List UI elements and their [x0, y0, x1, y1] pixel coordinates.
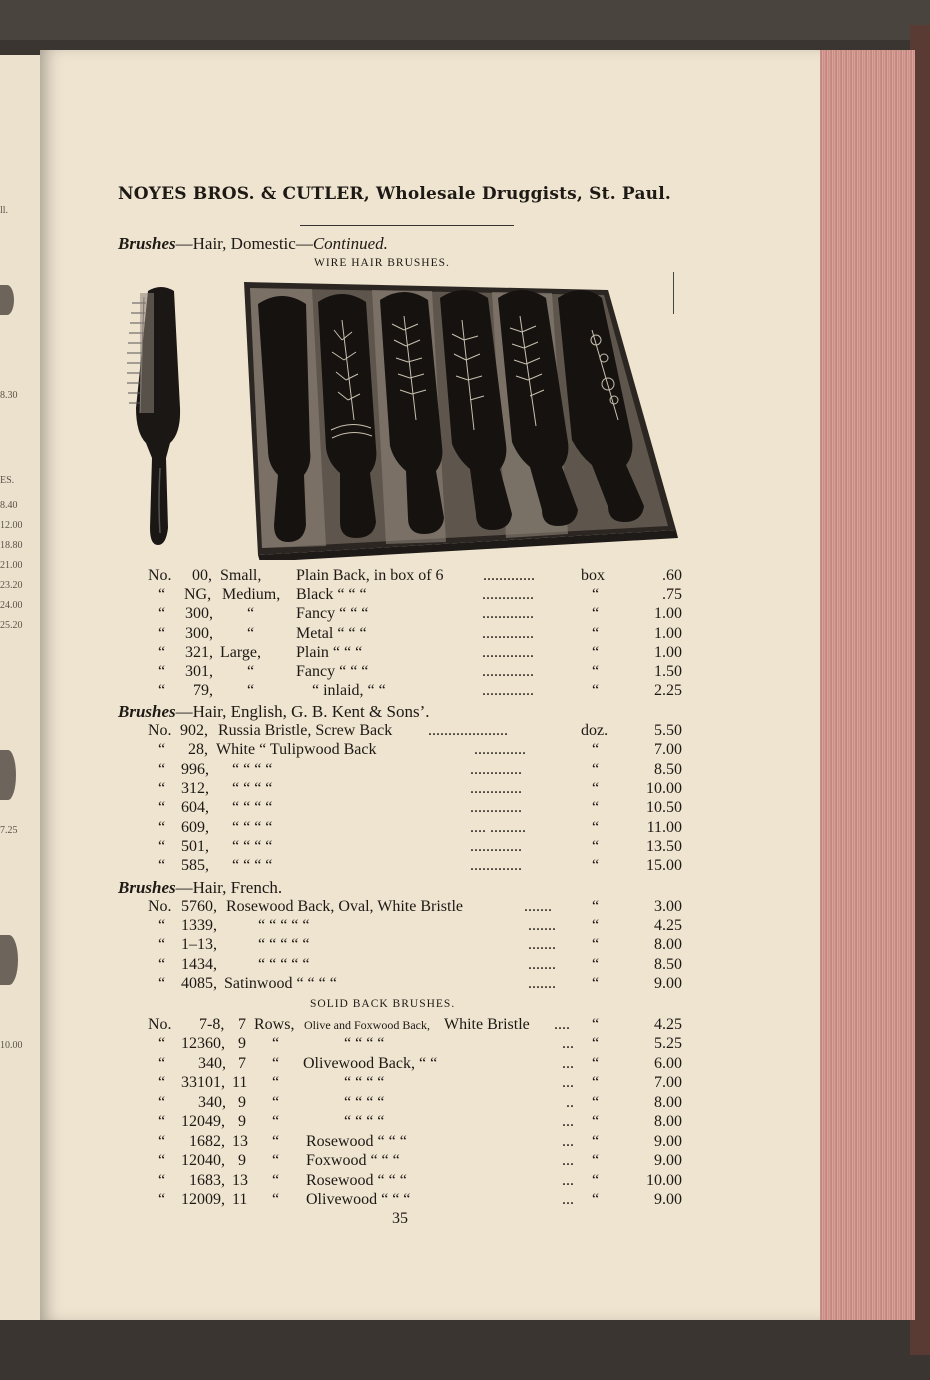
row-prefix: “ — [158, 1094, 166, 1111]
item-description: “ “ “ “ — [344, 1035, 385, 1052]
row-prefix: “ — [158, 1191, 166, 1208]
item-number: 321, — [185, 644, 213, 661]
leader-dots: ............. — [470, 799, 522, 816]
row-prefix: “ — [158, 917, 166, 934]
item-unit: “ — [592, 741, 600, 758]
item-description: “ “ “ “ — [232, 780, 273, 797]
item-description: Black “ “ “ — [296, 586, 367, 603]
page-number: 35 — [392, 1210, 408, 1227]
section-subtitle: —Hair, English, G. B. Kent & Sons’. — [175, 702, 430, 721]
item-number: 33101, — [181, 1074, 225, 1091]
rows-label: “ — [272, 1172, 280, 1189]
item-price: 8.00 — [654, 1113, 682, 1130]
leader-dots: ... — [562, 1172, 574, 1189]
item-price: 2.25 — [654, 682, 682, 699]
row-prefix: “ — [158, 857, 166, 874]
item-description-small: Olive and Foxwood Back, — [304, 1018, 430, 1032]
item-description: “ inlaid, “ “ — [312, 682, 386, 699]
item-description: “ “ “ “ — [232, 857, 273, 874]
item-price: 9.00 — [654, 1191, 682, 1208]
section-category: Brushes — [118, 702, 176, 721]
left-fragment: 18.80 — [0, 540, 23, 551]
item-description: Fancy “ “ “ — [296, 605, 369, 622]
left-fragment: 24.00 — [0, 600, 23, 611]
row-prefix: “ — [158, 1152, 166, 1169]
item-size: Small, — [220, 567, 262, 584]
left-illustration-fragment — [0, 285, 14, 315]
item-price: 15.00 — [646, 857, 682, 874]
item-unit: “ — [592, 799, 600, 816]
item-number: 609, — [181, 819, 209, 836]
item-size: Medium, — [222, 586, 281, 603]
item-number: 585, — [181, 857, 209, 874]
section-heading-french — [118, 878, 282, 898]
item-unit: “ — [592, 936, 600, 953]
item-unit: “ — [592, 1074, 600, 1091]
item-number: 28, — [188, 741, 208, 758]
item-rows: 7 — [238, 1016, 246, 1033]
leader-dots: .... — [554, 1016, 570, 1033]
item-price: .75 — [662, 586, 682, 603]
item-price: 8.00 — [654, 936, 682, 953]
item-price: 10.00 — [646, 1172, 682, 1189]
section-category: Brushes — [118, 878, 176, 897]
section-subtitle: —Hair, Domestic— — [175, 234, 313, 253]
item-description: White Bristle — [444, 1016, 530, 1033]
item-number: 312, — [181, 780, 209, 797]
leader-dots: ............. — [482, 663, 534, 680]
item-unit: “ — [592, 917, 600, 934]
rows-label: “ — [272, 1152, 280, 1169]
item-price: 7.00 — [654, 741, 682, 758]
item-unit: “ — [592, 663, 600, 680]
item-unit: “ — [592, 682, 600, 699]
item-unit: “ — [592, 898, 600, 915]
row-prefix: “ — [158, 956, 166, 973]
left-fragment: 12.00 — [0, 520, 23, 531]
item-description: White “ Tulipwood Back — [216, 741, 377, 758]
row-prefix: “ — [158, 625, 166, 642]
left-fragment: 7.25 — [0, 825, 18, 836]
continued-label: Continued. — [312, 234, 388, 253]
item-number: 4085, — [181, 975, 217, 992]
leader-dots: ....... — [528, 956, 556, 973]
brush-box-illustration — [236, 280, 678, 560]
item-size: “ — [247, 682, 255, 699]
section-heading-domestic — [118, 234, 388, 254]
item-description: Metal “ “ “ — [296, 625, 367, 642]
row-prefix: “ — [158, 819, 166, 836]
rows-label: “ — [272, 1055, 280, 1072]
item-price: 13.50 — [646, 838, 682, 855]
item-number: 12009, — [181, 1191, 225, 1208]
item-unit: “ — [592, 1133, 600, 1150]
row-prefix: “ — [158, 586, 166, 603]
rows-label: Rows, — [254, 1016, 295, 1033]
item-rows: 9 — [238, 1152, 246, 1169]
item-price: 10.00 — [646, 780, 682, 797]
leader-dots: ............. — [483, 567, 535, 584]
rows-label: “ — [272, 1191, 280, 1208]
item-description: “ “ “ “ — [232, 819, 273, 836]
item-unit: “ — [592, 1035, 600, 1052]
item-price: 1.00 — [654, 605, 682, 622]
leader-dots: ............. — [470, 838, 522, 855]
item-size: “ — [247, 663, 255, 680]
item-price: 4.25 — [654, 917, 682, 934]
left-fragment: 8.30 — [0, 390, 18, 401]
row-prefix: “ — [158, 682, 166, 699]
left-illustration-fragment — [0, 935, 18, 985]
row-prefix: No. — [148, 567, 172, 584]
row-prefix: “ — [158, 1113, 166, 1130]
leader-dots: ... — [562, 1113, 574, 1130]
item-price: 7.00 — [654, 1074, 682, 1091]
item-price: 9.00 — [654, 1133, 682, 1150]
item-description: Olivewood “ “ “ — [306, 1191, 411, 1208]
row-prefix: “ — [158, 936, 166, 953]
item-description: Rosewood “ “ “ — [306, 1133, 407, 1150]
leader-dots: ... — [562, 1074, 574, 1091]
item-description: Olivewood Back, “ “ — [303, 1055, 438, 1072]
left-fragment: 10.00 — [0, 1040, 23, 1051]
leader-dots: ... — [562, 1055, 574, 1072]
item-number: 604, — [181, 799, 209, 816]
item-rows: 9 — [238, 1113, 246, 1130]
caption-wire-brushes: WIRE HAIR BRUSHES. — [314, 257, 450, 269]
item-number: 300, — [185, 625, 213, 642]
leader-dots: ....... — [528, 917, 556, 934]
item-unit: “ — [592, 1191, 600, 1208]
leader-dots: ............. — [482, 682, 534, 699]
leader-dots: ....... — [524, 898, 552, 915]
cover-top-edge — [0, 0, 930, 40]
item-description: “ “ “ “ “ — [258, 917, 310, 934]
item-price: 3.00 — [654, 898, 682, 915]
item-number: 300, — [185, 605, 213, 622]
item-price: 1.00 — [654, 625, 682, 642]
rows-label: “ — [272, 1035, 280, 1052]
single-brush-illustration — [118, 283, 198, 548]
row-prefix: “ — [158, 605, 166, 622]
item-number: 12049, — [181, 1113, 225, 1130]
item-price: 8.50 — [654, 761, 682, 778]
item-price: 1.50 — [654, 663, 682, 680]
row-prefix: “ — [158, 1035, 166, 1052]
item-number: 340, — [198, 1094, 226, 1111]
item-rows: 13 — [232, 1172, 248, 1189]
rows-label: “ — [272, 1133, 280, 1150]
row-prefix: No. — [148, 898, 172, 915]
leader-dots: .................... — [428, 722, 508, 739]
item-unit: “ — [592, 605, 600, 622]
leader-dots: ... — [562, 1133, 574, 1150]
row-prefix: “ — [158, 1133, 166, 1150]
page-header: NOYES BROS. & CUTLER, Wholesale Druggists, St. Paul. — [118, 184, 672, 204]
leader-dots: ............. — [482, 644, 534, 661]
item-unit: “ — [592, 625, 600, 642]
leader-dots: ............. — [474, 741, 526, 758]
item-number: NG, — [184, 586, 212, 603]
item-size: “ — [247, 625, 255, 642]
row-prefix: “ — [158, 663, 166, 680]
row-prefix: “ — [158, 975, 166, 992]
left-fragment: 23.20 — [0, 580, 23, 591]
leader-dots: ............. — [482, 605, 534, 622]
header-rule — [300, 225, 514, 226]
item-size: Large, — [220, 644, 262, 661]
caption-solid-back-brushes: SOLID BACK BRUSHES. — [310, 998, 456, 1010]
item-unit: “ — [592, 1152, 600, 1169]
item-unit: “ — [592, 1055, 600, 1072]
left-fragment: 8.40 — [0, 500, 18, 511]
item-unit: “ — [592, 1113, 600, 1130]
item-rows: 9 — [238, 1094, 246, 1111]
item-description: Satinwood “ “ “ “ — [224, 975, 337, 992]
item-price: 8.50 — [654, 956, 682, 973]
row-prefix: “ — [158, 1074, 166, 1091]
left-fragment: ll. — [0, 205, 9, 216]
item-price: 5.25 — [654, 1035, 682, 1052]
item-description: Rosewood “ “ “ — [306, 1172, 407, 1189]
item-number: 12040, — [181, 1152, 225, 1169]
item-number: 301, — [185, 663, 213, 680]
item-description: Russia Bristle, Screw Back — [218, 722, 393, 739]
rows-label: “ — [272, 1113, 280, 1130]
item-description: Plain Back, in box of 6 — [296, 567, 444, 584]
item-rows: 11 — [232, 1191, 248, 1208]
item-unit: “ — [592, 1016, 600, 1033]
left-fragment: 25.20 — [0, 620, 23, 631]
leader-dots: ............. — [482, 625, 534, 642]
item-unit: doz. — [581, 722, 609, 739]
item-rows: 7 — [238, 1055, 246, 1072]
item-number: 340, — [198, 1055, 226, 1072]
rows-label: “ — [272, 1094, 280, 1111]
item-number: 1–13, — [181, 936, 217, 953]
item-number: 902, — [180, 722, 208, 739]
item-unit: “ — [592, 1172, 600, 1189]
row-prefix: “ — [158, 741, 166, 758]
item-unit: “ — [592, 838, 600, 855]
item-number: 996, — [181, 761, 209, 778]
row-prefix: “ — [158, 780, 166, 797]
item-description: “ “ “ “ — [232, 761, 273, 778]
leader-dots: .... ......... — [470, 819, 526, 836]
left-fragment: 21.00 — [0, 560, 23, 571]
leader-dots: ............. — [470, 780, 522, 797]
item-unit: “ — [592, 819, 600, 836]
section-category: Brushes — [118, 234, 176, 253]
item-price: 1.00 — [654, 644, 682, 661]
leader-dots: ....... — [528, 975, 556, 992]
item-price: .60 — [662, 567, 682, 584]
row-prefix: “ — [158, 1172, 166, 1189]
leader-dots: .. — [566, 1094, 574, 1111]
item-price: 9.00 — [654, 1152, 682, 1169]
item-number: 1683, — [189, 1172, 225, 1189]
item-price: 10.50 — [646, 799, 682, 816]
item-unit: “ — [592, 857, 600, 874]
item-unit: “ — [592, 975, 600, 992]
item-rows: 11 — [232, 1074, 248, 1091]
item-description: Plain “ “ “ — [296, 644, 363, 661]
row-prefix: “ — [158, 799, 166, 816]
item-price: 8.00 — [654, 1094, 682, 1111]
row-prefix: “ — [158, 644, 166, 661]
item-description: “ “ “ “ “ — [258, 936, 310, 953]
item-unit: “ — [592, 586, 600, 603]
section-subtitle: —Hair, French. — [175, 878, 283, 897]
rows-label: “ — [272, 1074, 280, 1091]
item-unit: “ — [592, 761, 600, 778]
row-prefix: “ — [158, 761, 166, 778]
leader-dots: ... — [562, 1191, 574, 1208]
leader-dots: ............. — [482, 586, 534, 603]
item-number: 5760, — [181, 898, 217, 915]
item-price: 9.00 — [654, 975, 682, 992]
item-unit: “ — [592, 644, 600, 661]
item-description: “ “ “ “ — [232, 799, 273, 816]
leader-dots: ............. — [470, 857, 522, 874]
item-description: “ “ “ “ “ — [258, 956, 310, 973]
item-price: 5.50 — [654, 722, 682, 739]
leader-dots: ... — [562, 1035, 574, 1052]
item-price: 6.00 — [654, 1055, 682, 1072]
item-description: Foxwood “ “ “ — [306, 1152, 400, 1169]
item-number: 1434, — [181, 956, 217, 973]
item-description: “ “ “ “ — [344, 1074, 385, 1091]
item-number: 79, — [193, 682, 213, 699]
item-number: 12360, — [181, 1035, 225, 1052]
row-prefix: “ — [158, 838, 166, 855]
left-illustration-fragment — [0, 750, 16, 800]
item-price: 4.25 — [654, 1016, 682, 1033]
item-number: 7-8, — [199, 1016, 225, 1033]
item-number: 1339, — [181, 917, 217, 934]
row-prefix: “ — [158, 1055, 166, 1072]
item-description: “ “ “ “ — [344, 1094, 385, 1111]
row-prefix: No. — [148, 1016, 172, 1033]
left-fragment: ES. — [0, 475, 15, 486]
item-rows: 9 — [238, 1035, 246, 1052]
item-unit: box — [581, 567, 605, 584]
item-number: 501, — [181, 838, 209, 855]
section-heading-english — [118, 702, 429, 722]
leader-dots: ....... — [528, 936, 556, 953]
item-description: Fancy “ “ “ — [296, 663, 369, 680]
item-description: “ “ “ “ — [232, 838, 273, 855]
page-edges — [815, 50, 915, 1320]
item-price: 11.00 — [646, 819, 682, 836]
item-number: 1682, — [189, 1133, 225, 1150]
item-size: “ — [247, 605, 255, 622]
item-rows: 13 — [232, 1133, 248, 1150]
item-unit: “ — [592, 780, 600, 797]
leader-dots: ... — [562, 1152, 574, 1169]
leader-dots: ............. — [470, 761, 522, 778]
item-description: Rosewood Back, Oval, White Bristle — [226, 898, 463, 915]
row-prefix: No. — [148, 722, 172, 739]
item-unit: “ — [592, 1094, 600, 1111]
item-unit: “ — [592, 956, 600, 973]
item-number: 00, — [192, 567, 212, 584]
item-description: “ “ “ “ — [344, 1113, 385, 1130]
